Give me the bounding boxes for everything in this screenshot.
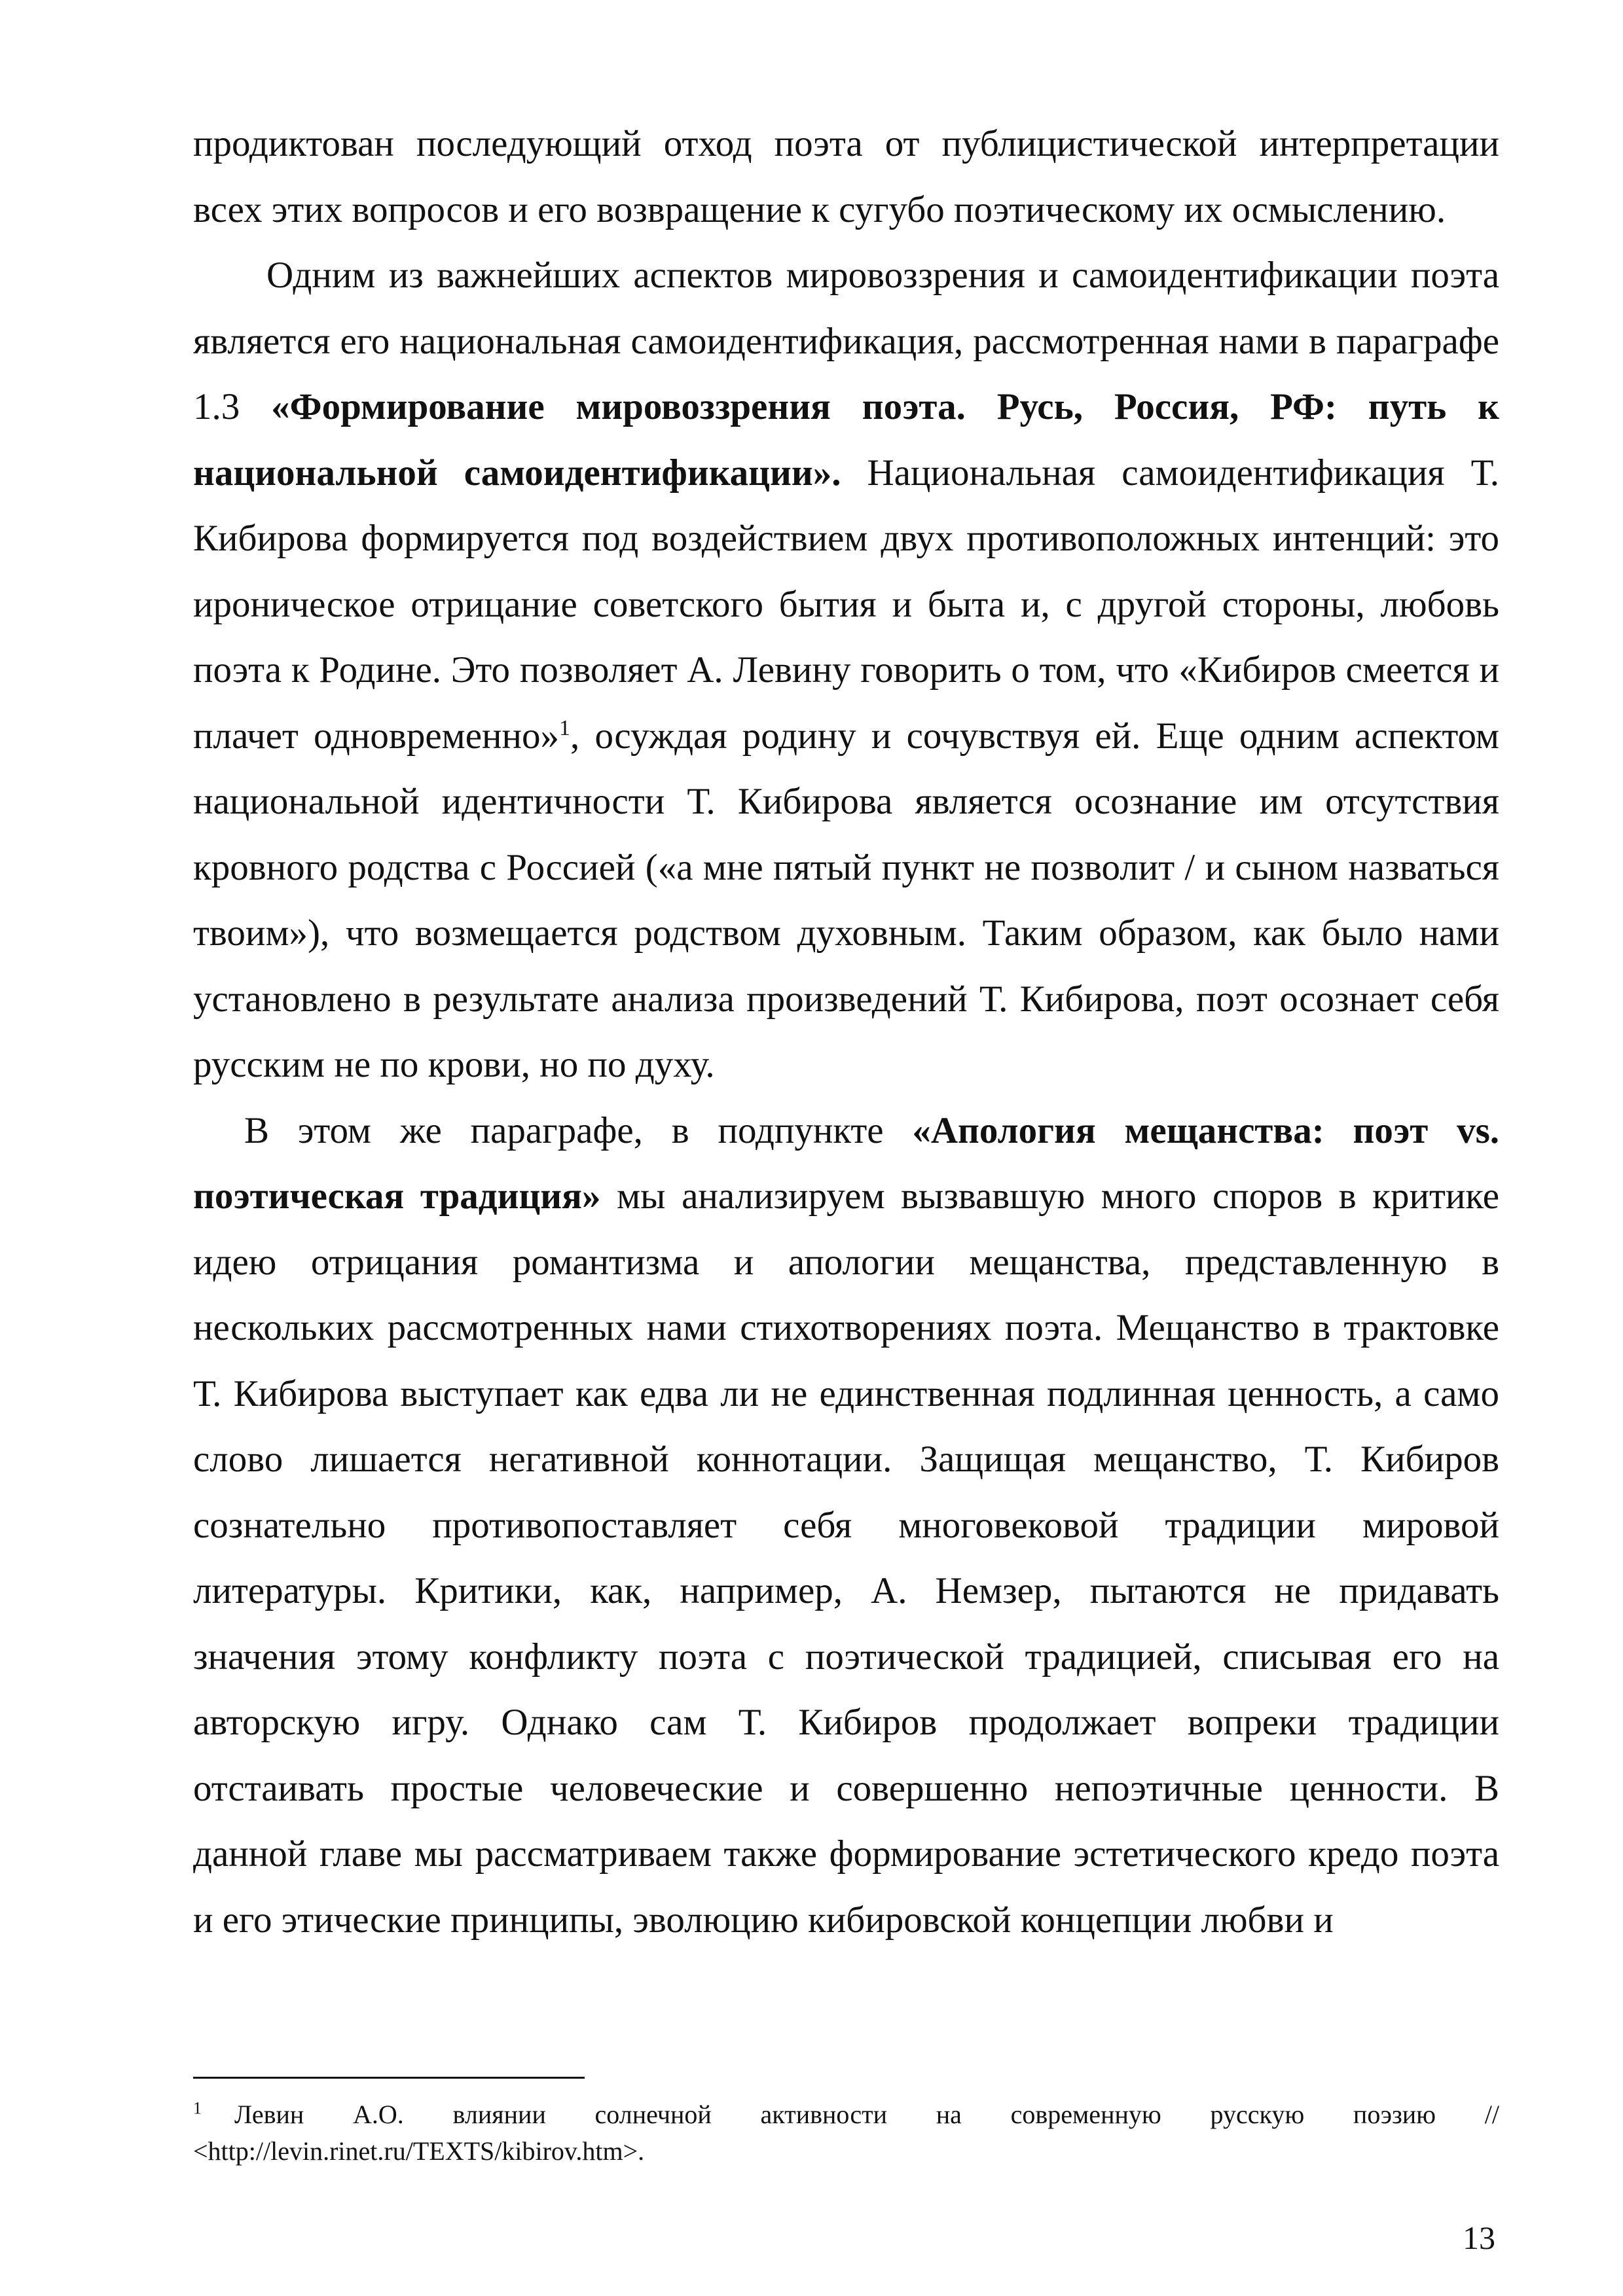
paragraph-1-text: продиктован последующий отход поэта от публицистической интерпретации всех этих вопросов и его возвращение к сугубо поэтическому их осмыслению. xyxy=(193,123,1499,230)
paragraph-2-text-middle: Национальная самоидентификация Т. Кибирова формируется под воздействием двух противоположных интенций: это ироническое отрицание советского бытия и быта и, с другой стороны, любовь поэта к Родине. Это позволяет А. Левину говорить о том, что «Кибиров смеется и плачет одновременно» xyxy=(193,452,1500,757)
paragraph-2-text-end: , осуждая родину и сочувствуя ей. Еще одним аспектом национальной идентичности Т. Кибирова является осознание им отсутствия кровного родства с Россией («а мне пятый пункт не позволит / и сыном назваться твоим»), что возмещается родством духовным. Таким образом, как было нами установлено в результате анализа произведений Т. Кибирова, поэт осознает себя русским не по крови, но по духу. xyxy=(193,715,1500,1085)
paragraph-2-section-title: «Формирование мировоззрения поэта. Русь, Россия, РФ: путь к национальной самоидентификации». xyxy=(193,386,1500,493)
footnote-separator xyxy=(193,2077,585,2079)
footnote xyxy=(193,2096,1499,2170)
page-body xyxy=(193,111,1499,1953)
paragraph-3-text-end: мы анализируем вызвавшую много споров в критике идею отрицания романтизма и апологии мещанства, представленную в нескольких рассмотренных нами стихотворениях поэта. Мещанство в трактовке Т. Кибирова выступает как едва ли не единственная подлинная ценность, а само слово лишается негативной коннотации. Защищая мещанство, Т. Кибиров сознательно противопоставляет себя многовековой традиции мировой литературы. Критики, как, например, А. Немзер, пытаются не придавать значения этому конфликту поэта с поэтической традицией, списывая его на авторскую игру. Однако сам Т. Кибиров продолжает вопреки традиции отстаивать простые человеческие и совершенно непоэтичные ценности. В данной главе мы рассматриваем также формирование эстетического кредо поэта и его этические принципы, эволюцию кибировской концепции любви и xyxy=(193,1175,1499,1941)
paragraph-2-text-start: Одним из важнейших аспектов мировоззрения и самоидентификации поэта является его национальная самоидентификация, рассмотренная нами в параграфе 1.3 xyxy=(193,255,1499,427)
page-number: 13 xyxy=(1463,2219,1495,2256)
footnote-reference: 1 xyxy=(559,715,571,740)
paragraph-3-subsection-title: «Апология мещанства: поэт vs. поэтическая традиция» xyxy=(193,1109,1500,1217)
paragraph-3-text-start: В этом же параграфе, в подпункте xyxy=(244,1109,913,1151)
paragraph-1 xyxy=(193,111,1499,243)
paragraph-3 xyxy=(193,1098,1499,1954)
footnote-text: Левин А.О. влиянии солнечной активности на современную русскую поэзию // <http://levin.rinet.ru/TEXTS/kibirov.htm>. xyxy=(193,2100,1499,2166)
footnote-number: 1 xyxy=(193,2098,202,2118)
paragraph-2 xyxy=(193,243,1499,1098)
